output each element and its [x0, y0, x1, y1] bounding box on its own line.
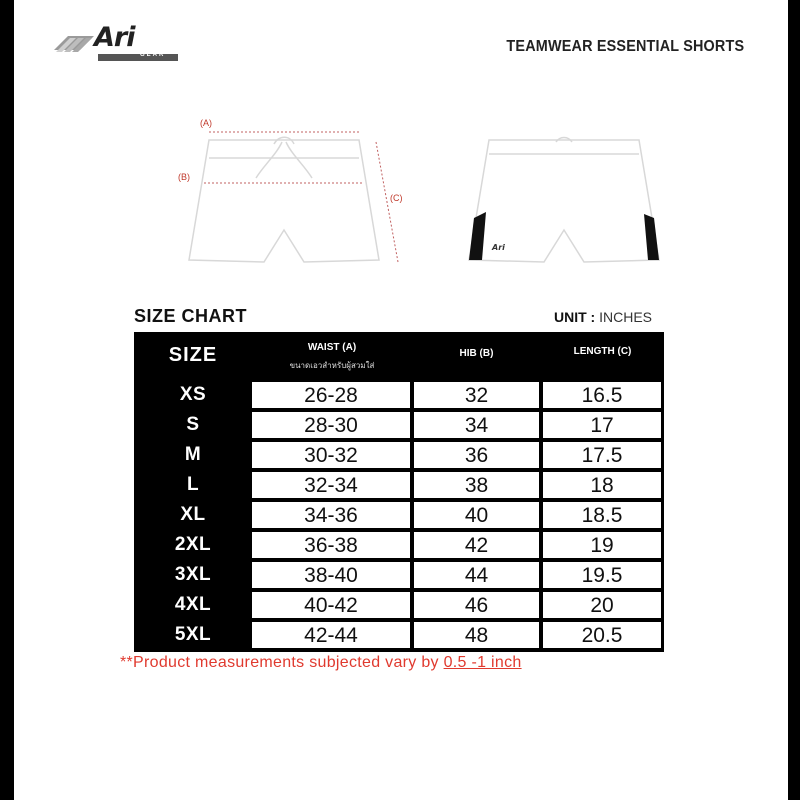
unit-label	[554, 309, 652, 325]
table-row	[134, 590, 664, 620]
size-cell: L	[186, 474, 200, 495]
waist-cell: 30-32	[252, 442, 410, 468]
hib-cell: 40	[414, 502, 539, 528]
header-waist	[252, 342, 412, 372]
label-a: (A)	[200, 118, 212, 128]
waist-cell: 28-30	[252, 412, 410, 438]
length-cell: 17.5	[543, 442, 661, 468]
unit-value: INCHES	[599, 309, 652, 325]
hib-cell: 32	[414, 382, 539, 408]
waist-cell: 36-38	[252, 532, 410, 558]
waist-cell: 38-40	[252, 562, 410, 588]
table-row	[134, 620, 664, 650]
header-hib: HIB (B)	[459, 348, 494, 359]
hib-cell: 46	[414, 592, 539, 618]
hib-cell: 36	[414, 442, 539, 468]
size-cell: XL	[180, 504, 206, 525]
length-cell: 18.5	[543, 502, 661, 528]
size-chart-page	[14, 0, 788, 800]
length-cell: 19	[543, 532, 661, 558]
brand-logo	[54, 22, 189, 62]
label-c: (C)	[390, 193, 403, 203]
note-range: 0.5 -1 inch	[443, 654, 522, 671]
hib-cell: 38	[414, 472, 539, 498]
size-cell: 2XL	[174, 534, 212, 555]
size-chart-heading: SIZE CHART	[134, 306, 247, 326]
waist-cell: 26-28	[252, 382, 410, 408]
header-size: SIZE	[168, 344, 218, 366]
size-cell: 5XL	[174, 624, 212, 645]
waist-cell: 34-36	[252, 502, 410, 528]
waist-cell: 42-44	[252, 622, 410, 648]
header-length: LENGTH (C)	[573, 346, 632, 357]
size-cell: M	[184, 444, 202, 465]
table-row	[134, 530, 664, 560]
table-row	[134, 380, 664, 410]
product-title: TEAMWEAR ESSENTIAL SHORTS	[506, 38, 744, 55]
size-cell: 4XL	[174, 594, 212, 615]
hib-cell: 34	[414, 412, 539, 438]
length-cell: 20.5	[543, 622, 661, 648]
waist-cell: 40-42	[252, 592, 410, 618]
length-cell: 17	[543, 412, 661, 438]
table-row	[134, 560, 664, 590]
logo-wordmark: Ari	[94, 22, 135, 53]
size-table	[134, 332, 664, 652]
header-waist-label: WAIST (A)	[307, 342, 357, 353]
measurement-note	[120, 654, 522, 672]
size-cell: S	[186, 414, 200, 435]
length-cell: 18	[543, 472, 661, 498]
table-row	[134, 440, 664, 470]
label-b: (B)	[178, 172, 190, 182]
hib-cell: 42	[414, 532, 539, 558]
front-shorts-drawing	[189, 137, 379, 262]
note-text: **Product measurements subjected vary by	[120, 654, 444, 671]
hib-cell: 48	[414, 622, 539, 648]
back-logo: Ari	[492, 243, 505, 252]
unit-key: UNIT :	[553, 309, 596, 325]
waist-cell: 32-34	[252, 472, 410, 498]
table-row	[134, 410, 664, 440]
table-row	[134, 470, 664, 500]
table-row	[134, 500, 664, 530]
size-cell: 3XL	[174, 564, 212, 585]
length-cell: 19.5	[543, 562, 661, 588]
hib-cell: 44	[414, 562, 539, 588]
length-cell: 20	[543, 592, 661, 618]
size-cell: XS	[179, 384, 207, 405]
length-cell: 16.5	[543, 382, 661, 408]
logo-subtext: GEAR	[140, 52, 166, 58]
header-waist-note: ขนาดเอวสำหรับผู้สวมใส่	[289, 361, 375, 370]
shorts-illustration	[164, 110, 684, 290]
